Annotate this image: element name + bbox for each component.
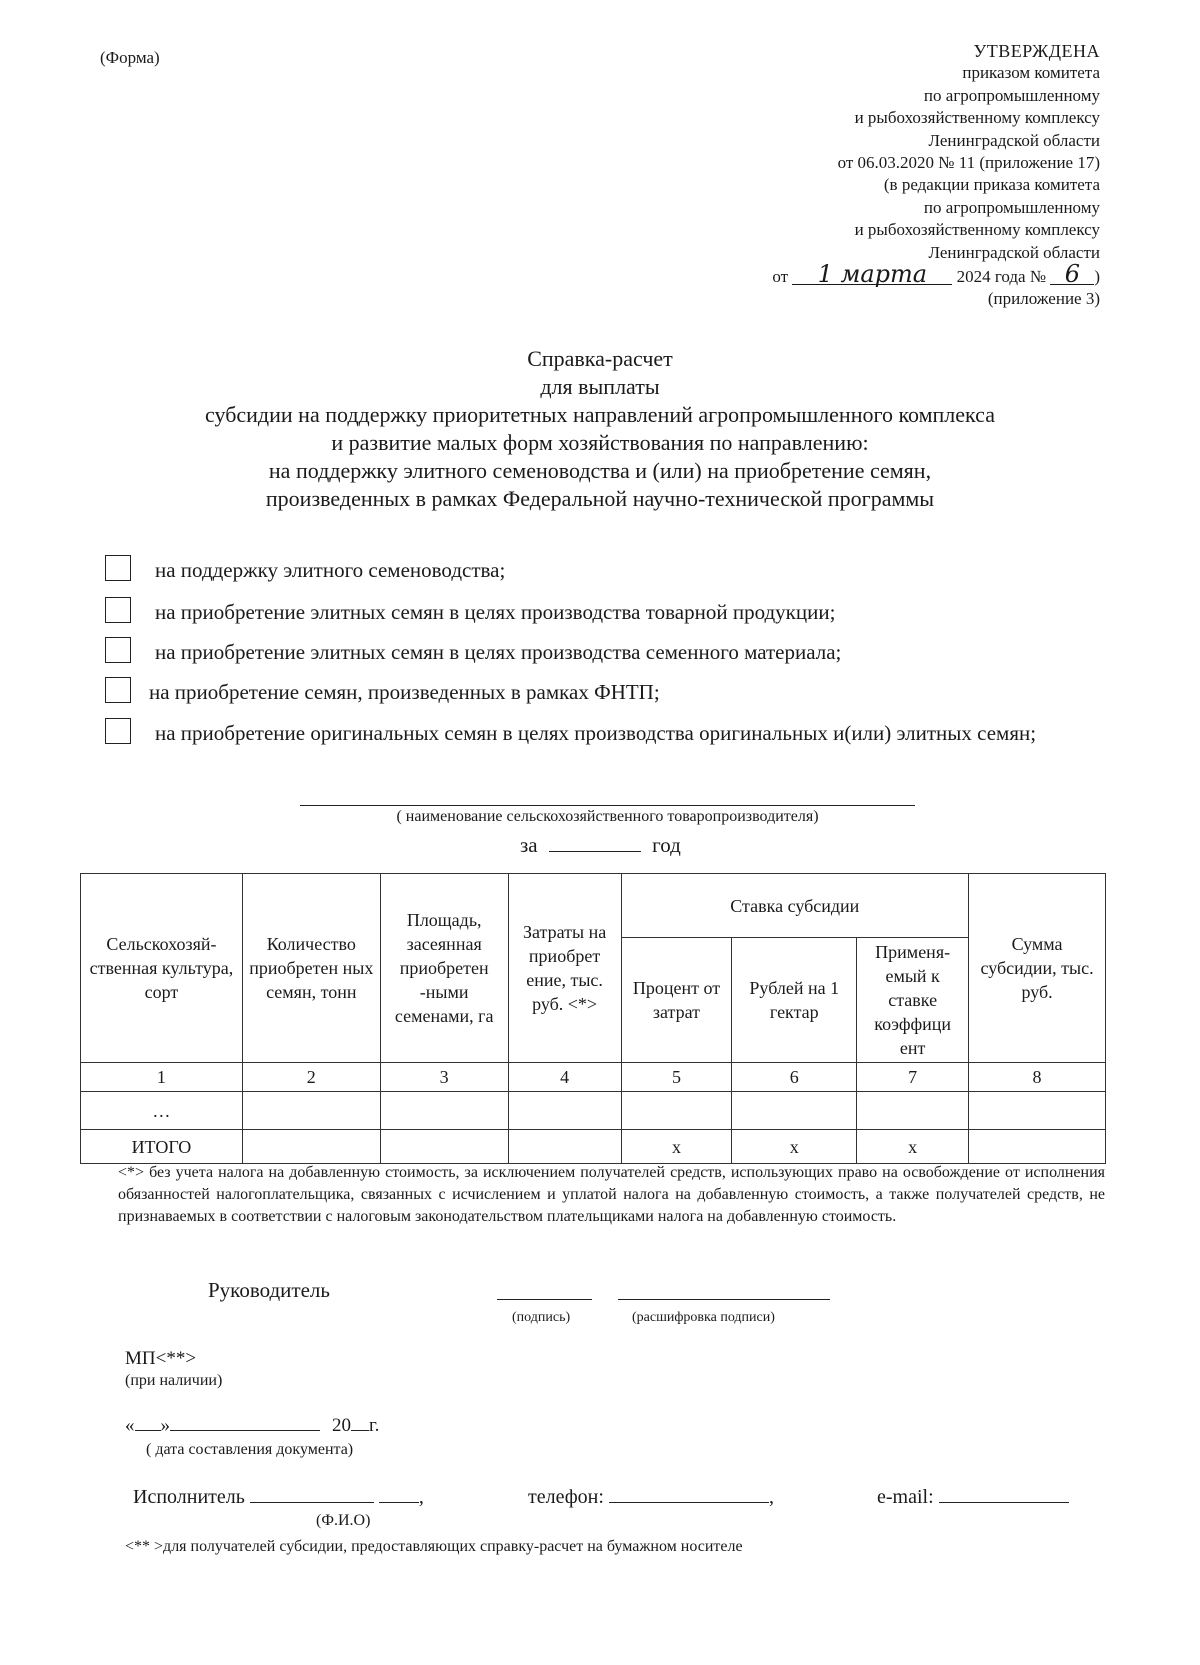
calculation-table <box>80 873 1106 1164</box>
handwritten-date: 1 марта <box>792 264 952 285</box>
approval-line: от 06.03.2020 № 11 (приложение 17) <box>837 153 1100 173</box>
order-paren: ) <box>1094 267 1100 287</box>
table-cell[interactable] <box>508 1092 621 1130</box>
option-elite-seeds-material <box>105 637 841 667</box>
header-rubles-per-ha: Рублей на 1 гектар <box>732 938 857 1063</box>
approval-title: УТВЕРЖДЕНА <box>973 41 1100 61</box>
checkbox[interactable] <box>105 555 131 581</box>
table-total-row <box>81 1130 1106 1164</box>
vat-footnote: <*> без учета налога на добавленную стоимость, за исключением получателей средств, использующих право на освобождение от исполнения обязанностей налогоплательщика, связанных с исчислением и уплатой налога на добавленную стоимость, а также получателей средств, не признаваемых в соответствии с налоговым законодательством плательщиками налога на добавленную стоимость. <box>118 1164 1105 1225</box>
document-heading <box>100 345 1100 513</box>
column-number: 6 <box>732 1063 857 1092</box>
table-header-row <box>81 874 1106 938</box>
table-cell[interactable] <box>508 1130 621 1164</box>
column-number: 3 <box>380 1063 508 1092</box>
column-number: 2 <box>242 1063 380 1092</box>
executor-name-field[interactable] <box>250 1502 374 1503</box>
table-number-row <box>81 1063 1106 1092</box>
date-year-prefix: 20 <box>332 1415 351 1436</box>
header-costs: Затраты на приобрет ение, тыс. руб. <*> <box>508 874 621 1063</box>
day-field[interactable] <box>135 1430 161 1431</box>
approval-line: и рыбохозяйственному комплексу <box>854 220 1100 240</box>
paper-footnote: <** >для получателей субсидии, предоставляющих справку-расчет на бумажном носителе <box>125 1538 743 1555</box>
column-number: 5 <box>621 1063 732 1092</box>
phone-line: телефон: , <box>528 1486 774 1508</box>
table-cell[interactable] <box>380 1130 508 1164</box>
appendix-note: (приложение 3) <box>987 289 1100 309</box>
column-number: 1 <box>81 1063 243 1092</box>
checkbox[interactable] <box>105 637 131 663</box>
stamp-label: МП<**> <box>125 1348 197 1369</box>
heading-line: субсидии на поддержку приоритетных направлений агропромышленного комплекса <box>205 402 995 427</box>
header-sum: Сумма субсидии, тыс. руб. <box>969 874 1106 1063</box>
year-line <box>520 833 681 858</box>
approval-line: Ленинградской области <box>928 242 1100 262</box>
date-suffix: г. <box>369 1415 380 1436</box>
option-label: на приобретение элитных семян в целях производства семенного материала; <box>155 640 842 664</box>
phone-field[interactable] <box>609 1502 769 1503</box>
checkbox[interactable] <box>105 597 131 623</box>
approval-line: приказом комитета <box>962 63 1100 83</box>
heading-line: и развитие малых форм хозяйствования по направлению: <box>331 430 869 455</box>
handwritten-order-number: 6 <box>1050 264 1094 285</box>
heading-line: для выплаты <box>540 374 660 399</box>
order-date-line <box>680 260 1100 289</box>
table-cell[interactable] <box>732 1092 857 1130</box>
head-label: Руководитель <box>208 1278 330 1302</box>
table-cell[interactable] <box>857 1092 969 1130</box>
form-label: (Форма) <box>100 48 160 67</box>
producer-name-line[interactable] <box>300 805 915 806</box>
year-prefix: за <box>520 833 538 857</box>
executor-extra-field[interactable] <box>379 1502 419 1503</box>
executor-label: Исполнитель <box>133 1486 245 1508</box>
order-prefix: от <box>772 267 789 287</box>
signature-caption: (подпись) <box>512 1310 571 1325</box>
header-quantity: Количество приобретен ных семян, тонн <box>242 874 380 1063</box>
table-cell[interactable] <box>242 1130 380 1164</box>
email-line <box>877 1486 1069 1509</box>
table-row <box>81 1092 1106 1130</box>
option-elite-seeds-commodity <box>105 597 835 627</box>
heading-line: произведенных в рамках Федеральной научно-технической программы <box>265 486 935 511</box>
executor-line: Исполнитель , <box>133 1486 424 1508</box>
header-rate-group: Ставка субсидии <box>621 874 969 938</box>
signature-line[interactable] <box>497 1299 592 1300</box>
option-elite-seed-support <box>105 555 505 585</box>
table-cell[interactable] <box>969 1092 1106 1130</box>
order-year-text: 2024 года № <box>956 267 1047 287</box>
checkbox[interactable] <box>105 718 131 744</box>
signature-decode-caption: (расшифровка подписи) <box>632 1310 775 1325</box>
option-label: на поддержку элитного семеноводства; <box>155 558 506 582</box>
total-label: ИТОГО <box>81 1130 243 1164</box>
year-suffix: год <box>652 833 681 857</box>
date-open-quote: « <box>125 1415 135 1436</box>
heading-line: на поддержку элитного семеноводства и (или) на приобретение семян, <box>268 458 932 483</box>
option-original-seeds <box>105 718 1100 748</box>
approval-line: по агропромышленному <box>923 197 1100 217</box>
email-field[interactable] <box>939 1502 1069 1503</box>
header-coefficient: Применя-емый к ставке коэффици ент <box>857 938 969 1063</box>
option-fntp-seeds <box>105 677 660 707</box>
option-label: на приобретение элитных семян в целях производства товарной продукции; <box>155 600 836 624</box>
approval-block <box>680 40 1100 311</box>
header-area: Площадь, засеянная приобретен -ными семенами, га <box>380 874 508 1063</box>
date-close-quote: » <box>160 1415 170 1436</box>
producer-caption: ( наименование сельскохозяйственного товаропроизводителя) <box>396 808 819 825</box>
approval-line: и рыбохозяйственному комплексу <box>854 108 1100 128</box>
approval-line: Ленинградской области <box>928 130 1100 150</box>
header-percent: Процент от затрат <box>621 938 732 1063</box>
column-number: 4 <box>508 1063 621 1092</box>
total-mark: х <box>857 1130 969 1164</box>
total-mark: х <box>621 1130 732 1164</box>
checkbox[interactable] <box>105 677 131 703</box>
year-field[interactable] <box>549 851 641 852</box>
approval-line: (в редакции приказа комитета <box>883 175 1100 195</box>
option-label: на приобретение оригинальных семян в целях производства оригинальных и(или) элитных семян; <box>155 721 1037 745</box>
header-crop: Сельскохозяй-ственная культура, сорт <box>81 874 243 1063</box>
table-cell[interactable] <box>380 1092 508 1130</box>
signature-decode-line[interactable] <box>618 1299 830 1300</box>
document-date-line <box>125 1415 379 1437</box>
column-number: 7 <box>857 1063 969 1092</box>
email-label: e-mail: <box>877 1486 934 1508</box>
option-label: на приобретение семян, произведенных в рамках ФНТП; <box>149 680 660 704</box>
month-field[interactable] <box>170 1430 320 1431</box>
document-title: Справка-расчет <box>527 346 673 371</box>
column-number: 8 <box>969 1063 1106 1092</box>
table-cell[interactable] <box>242 1092 380 1130</box>
stamp-note: (при наличии) <box>125 1372 223 1389</box>
table-cell[interactable] <box>621 1092 732 1130</box>
fio-caption: (Ф.И.О) <box>316 1512 371 1529</box>
table-cell[interactable] <box>969 1130 1106 1164</box>
phone-label: телефон: <box>528 1486 604 1508</box>
total-mark: х <box>732 1130 857 1164</box>
approval-line: по агропромышленному <box>923 85 1100 105</box>
date-caption: ( дата составления документа) <box>146 1441 354 1458</box>
ellipsis-cell: … <box>81 1092 243 1130</box>
year-digits-field[interactable] <box>351 1430 369 1431</box>
